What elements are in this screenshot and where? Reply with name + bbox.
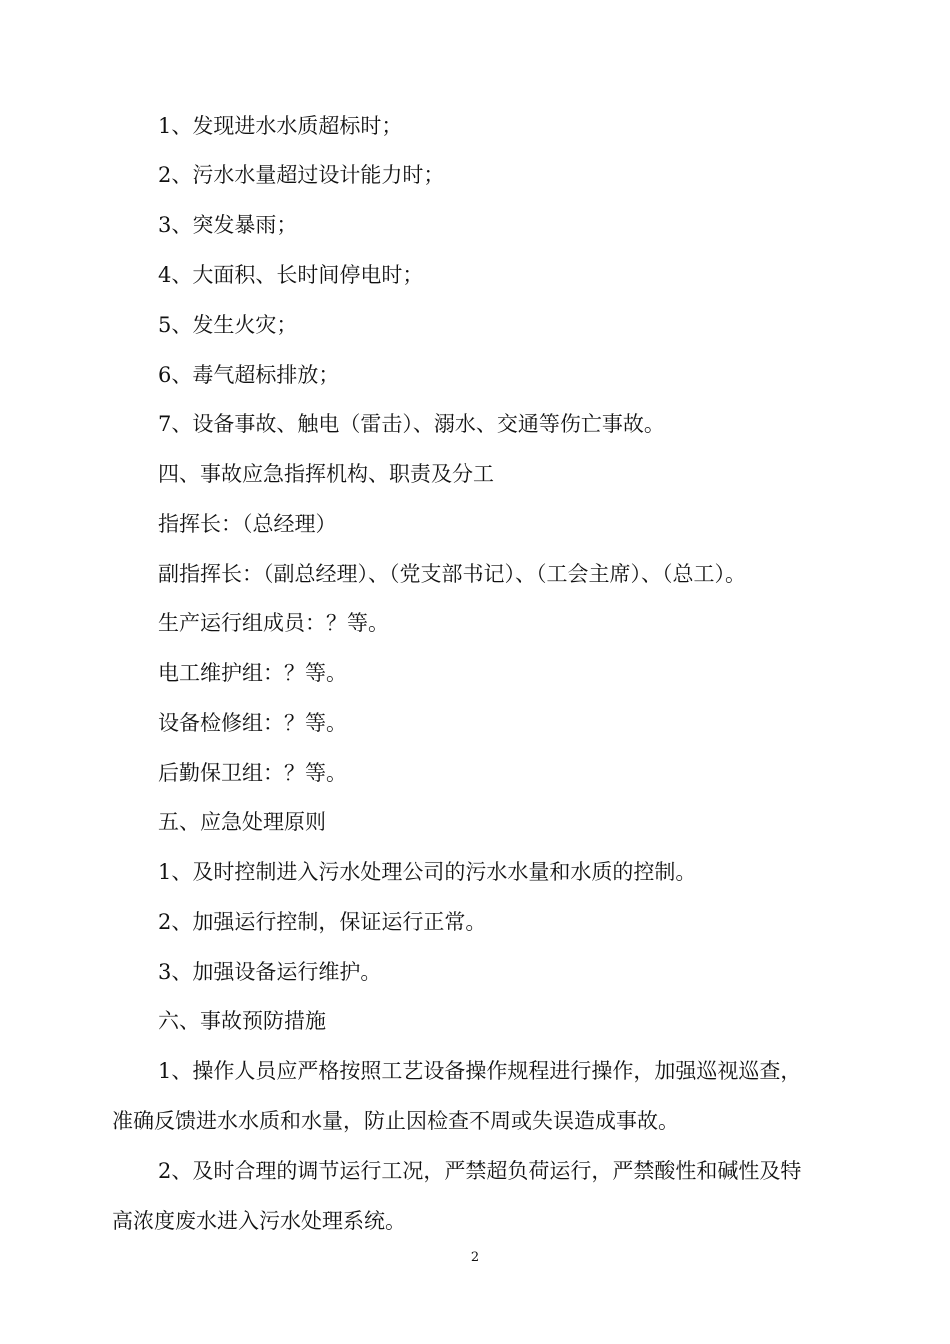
security-team-line: 后勤保卫组：？等。 (158, 761, 347, 785)
commander-line: 指挥长：（总经理） (158, 512, 337, 536)
electrical-team-line: 电工维护组：？等。 (158, 661, 347, 685)
list-item-4: 4、大面积、长时间停电时； (158, 263, 424, 287)
principle-item-2: 2、加强运行控制，保证运行正常。 (158, 910, 487, 934)
section-heading-principles: 五、应急处理原则 (158, 810, 326, 834)
list-item-3: 3、突发暴雨； (158, 213, 298, 237)
deputy-commander-line: 副指挥长：（副总经理）、（党支部书记）、（工会主席）、（总工）。 (158, 562, 746, 586)
section-heading-prevention: 六、事故预防措施 (158, 1009, 326, 1033)
prevention-item-1-line-2: 准确反馈进水水质和水量，防止因检查不周或失误造成事故。 (112, 1109, 679, 1133)
list-item-6: 6、毒气超标排放； (158, 363, 340, 387)
prevention-item-2-line-1: 2、及时合理的调节运行工况，严禁超负荷运行，严禁酸性和碱性及特 (158, 1159, 802, 1183)
list-item-2: 2、污水水量超过设计能力时； (158, 163, 445, 187)
prevention-item-1-line-1: 1、操作人员应严格按照工艺设备操作规程进行操作，加强巡视巡查， (158, 1059, 802, 1083)
principle-item-1: 1、及时控制进入污水处理公司的污水水量和水质的控制。 (158, 860, 697, 884)
equipment-team-line: 设备检修组：？等。 (158, 711, 347, 735)
prevention-item-2-line-2: 高浓度废水进入污水处理系统。 (112, 1209, 406, 1233)
list-item-5: 5、发生火灾； (158, 313, 298, 337)
principle-item-3: 3、加强设备运行维护。 (158, 960, 382, 984)
list-item-7: 7、设备事故、触电（雷击）、溺水、交通等伤亡事故。 (158, 412, 665, 436)
list-item-1: 1、发现进水水质超标时； (158, 114, 403, 138)
section-heading-command-structure: 四、事故应急指挥机构、职责及分工 (158, 462, 494, 486)
page-number: 2 (470, 1250, 480, 1265)
production-team-line: 生产运行组成员：？等。 (158, 611, 389, 635)
